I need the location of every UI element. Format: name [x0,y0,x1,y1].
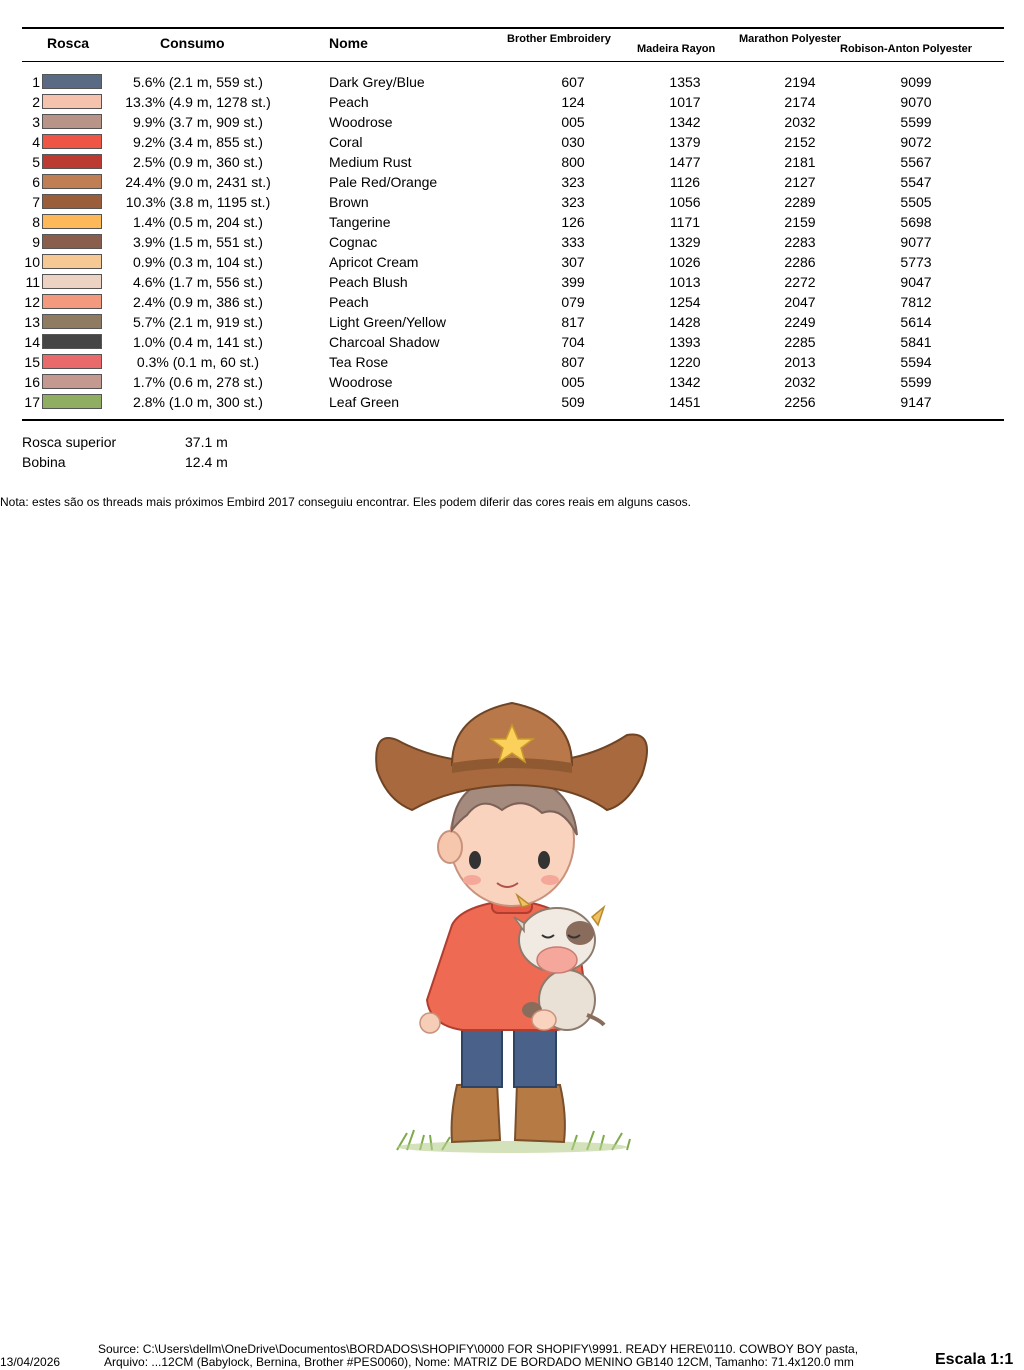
table-row [0,232,1024,252]
row-nome: Brown [329,194,369,210]
row-madeira: 1393 [669,334,701,350]
row-robison: 5547 [900,174,932,190]
row-robison: 9077 [900,234,932,250]
row-nome: Woodrose [329,374,393,390]
table-row [0,132,1024,152]
color-swatch [42,154,102,169]
row-madeira: 1342 [669,114,701,130]
table-row [0,172,1024,192]
row-marathon: 2047 [784,294,816,310]
row-consumo: 0.9% (0.3 m, 104 st.) [133,254,263,270]
row-nome: Apricot Cream [329,254,419,270]
row-robison: 5841 [900,334,932,350]
row-nome: Light Green/Yellow [329,314,447,330]
rosca-superior-value: 37.1 m [185,434,228,450]
row-consumo: 3.9% (1.5 m, 551 st.) [133,234,263,250]
row-marathon: 2127 [784,174,816,190]
row-consumo: 10.3% (3.8 m, 1195 st.) [125,194,271,210]
row-brother: 333 [561,234,585,250]
row-madeira: 1353 [669,74,701,90]
row-madeira: 1026 [669,254,701,270]
row-brother: 005 [561,374,585,390]
color-swatch [42,294,102,309]
row-madeira: 1220 [669,354,701,370]
row-consumo: 5.6% (2.1 m, 559 st.) [133,74,263,90]
row-nome: Cognac [329,234,378,250]
row-madeira: 1171 [669,214,701,230]
row-consumo: 0.3% (0.1 m, 60 st.) [136,354,260,370]
row-marathon: 2272 [784,274,816,290]
row-madeira: 1477 [669,154,701,170]
thread-note: Nota: estes são os threads mais próximos Embird 2017 conseguiu encontrar. Eles podem diferir das cores reais em alguns casos. [0,495,692,509]
row-number: 11 [25,274,40,290]
table-row [0,272,1024,292]
table-row [0,352,1024,372]
row-nome: Coral [329,134,363,150]
cowboy-boy-embroidery-illustration [372,695,652,1160]
row-marathon: 2181 [784,154,816,170]
row-marathon: 2152 [784,134,816,150]
row-marathon: 2256 [784,394,816,410]
table-row [0,252,1024,272]
row-nome: Dark Grey/Blue [329,74,425,90]
row-consumo: 4.6% (1.7 m, 556 st.) [133,274,263,290]
row-number: 3 [32,114,40,130]
table-row [0,152,1024,172]
row-number: 16 [24,374,40,390]
row-robison: 5594 [900,354,932,370]
row-number: 13 [24,314,40,330]
row-madeira: 1013 [669,274,701,290]
row-marathon: 2194 [784,74,816,90]
row-number: 14 [24,334,40,350]
header-marathon: Marathon Polyester [739,33,842,45]
table-row [0,72,1024,92]
row-brother: 800 [561,154,585,170]
row-nome: Tea Rose [329,354,389,370]
thread-table [0,72,1024,412]
row-marathon: 2159 [784,214,816,230]
row-consumo: 9.2% (3.4 m, 855 st.) [133,134,263,150]
color-swatch [42,134,102,149]
color-swatch [42,74,102,89]
row-madeira: 1379 [669,134,701,150]
row-number: 17 [24,394,40,410]
row-nome: Woodrose [329,114,393,130]
row-robison: 9099 [900,74,932,90]
bobina-label: Bobina [22,454,66,470]
row-brother: 607 [561,74,585,90]
row-nome: Leaf Green [329,394,400,410]
header-robison: Robison-Anton Polyester [840,43,973,55]
table-row [0,312,1024,332]
table-row [0,372,1024,392]
row-brother: 323 [561,194,585,210]
row-marathon: 2174 [784,94,816,110]
row-robison: 9070 [900,94,932,110]
header-consumo: Consumo [160,35,225,51]
row-number: 1 [32,74,40,90]
row-consumo: 1.0% (0.4 m, 141 st.) [133,334,263,350]
row-brother: 030 [561,134,585,150]
row-marathon: 2286 [784,254,816,270]
row-number: 12 [24,294,40,310]
row-nome: Tangerine [329,214,391,230]
row-consumo: 13.3% (4.9 m, 1278 st.) [125,94,271,110]
file-info: Arquivo: ...12CM (Babylock, Bernina, Brother #PES0060), Nome: MATRIZ DE BORDADO MENINO GB140 12CM, Tamanho: 71.4x120.0 mm [104,1355,854,1369]
row-consumo: 2.8% (1.0 m, 300 st.) [133,394,263,410]
row-brother: 704 [561,334,585,350]
row-brother: 817 [561,314,585,330]
row-consumo: 2.4% (0.9 m, 386 st.) [133,294,263,310]
color-swatch [42,194,102,209]
scale-label: Escala 1:1 [935,1351,1014,1368]
row-brother: 399 [561,274,585,290]
row-nome: Pale Red/Orange [329,174,438,190]
color-swatch [42,94,102,109]
row-number: 9 [32,234,40,250]
row-number: 6 [32,174,40,190]
rosca-superior-label: Rosca superior [22,434,117,450]
row-robison: 5698 [900,214,932,230]
report-date: 13/04/2026 [0,1355,61,1369]
row-consumo: 1.4% (0.5 m, 204 st.) [133,214,263,230]
row-robison: 5505 [900,194,932,210]
header-rule [22,61,1004,62]
color-swatch [42,214,102,229]
row-number: 8 [32,214,40,230]
row-brother: 005 [561,114,585,130]
row-madeira: 1342 [669,374,701,390]
row-madeira: 1451 [669,394,701,410]
row-marathon: 2283 [784,234,816,250]
row-robison: 5599 [900,114,932,130]
row-marathon: 2285 [784,334,816,350]
row-number: 2 [32,94,40,110]
row-robison: 9072 [900,134,932,150]
row-number: 15 [24,354,40,370]
row-madeira: 1017 [669,94,701,110]
row-robison: 5599 [900,374,932,390]
row-marathon: 2032 [784,114,816,130]
row-robison: 9047 [900,274,932,290]
row-brother: 323 [561,174,585,190]
color-swatch [42,354,102,369]
row-robison: 5614 [900,314,932,330]
color-swatch [42,334,102,349]
table-row [0,212,1024,232]
row-consumo: 9.9% (3.7 m, 909 st.) [133,114,263,130]
row-brother: 509 [561,394,585,410]
row-madeira: 1428 [669,314,701,330]
table-row [0,292,1024,312]
color-swatch [42,254,102,269]
color-swatch [42,274,102,289]
table-row [0,112,1024,132]
source-path: Source: C:\Users\dellm\OneDrive\Documentos\BORDADOS\SHOPIFY\0000 FOR SHOPIFY\9991. READY HERE\0110. COWBOY BOY pasta, [98,1342,859,1356]
table-row [0,192,1024,212]
row-robison: 9147 [900,394,932,410]
header-brother: Brother Embroidery [507,33,611,45]
row-marathon: 2249 [784,314,816,330]
row-nome: Medium Rust [329,154,412,170]
row-robison: 7812 [900,294,932,310]
row-brother: 124 [561,94,585,110]
row-consumo: 24.4% (9.0 m, 2431 st.) [125,174,271,190]
table-row [0,332,1024,352]
row-nome: Charcoal Shadow [329,334,440,350]
header-rosca: Rosca [47,35,90,51]
color-swatch [42,314,102,329]
row-consumo: 1.7% (0.6 m, 278 st.) [133,374,263,390]
bobina-value: 12.4 m [185,454,228,470]
row-number: 7 [32,194,40,210]
row-brother: 126 [561,214,585,230]
header-madeira: Madeira Rayon [637,43,716,55]
row-madeira: 1254 [669,294,701,310]
color-swatch [42,374,102,389]
color-swatch [42,114,102,129]
row-number: 5 [32,154,40,170]
row-number: 10 [24,254,40,270]
row-marathon: 2032 [784,374,816,390]
row-consumo: 5.7% (2.1 m, 919 st.) [133,314,263,330]
row-nome: Peach [329,94,369,110]
table-row [0,92,1024,112]
row-marathon: 2013 [784,354,816,370]
row-consumo: 2.5% (0.9 m, 360 st.) [133,154,263,170]
table-row [0,392,1024,412]
row-madeira: 1329 [669,234,701,250]
row-brother: 807 [561,354,585,370]
row-marathon: 2289 [784,194,816,210]
row-nome: Peach Blush [329,274,408,290]
table-bottom-rule [22,419,1004,421]
color-swatch [42,174,102,189]
row-madeira: 1126 [669,174,701,190]
row-nome: Peach [329,294,369,310]
row-brother: 079 [561,294,585,310]
row-madeira: 1056 [669,194,701,210]
row-robison: 5567 [900,154,932,170]
row-number: 4 [32,134,40,150]
header-nome: Nome [329,35,368,51]
table-top-rule [22,27,1004,29]
row-robison: 5773 [900,254,932,270]
color-swatch [42,234,102,249]
color-swatch [42,394,102,409]
row-brother: 307 [561,254,585,270]
